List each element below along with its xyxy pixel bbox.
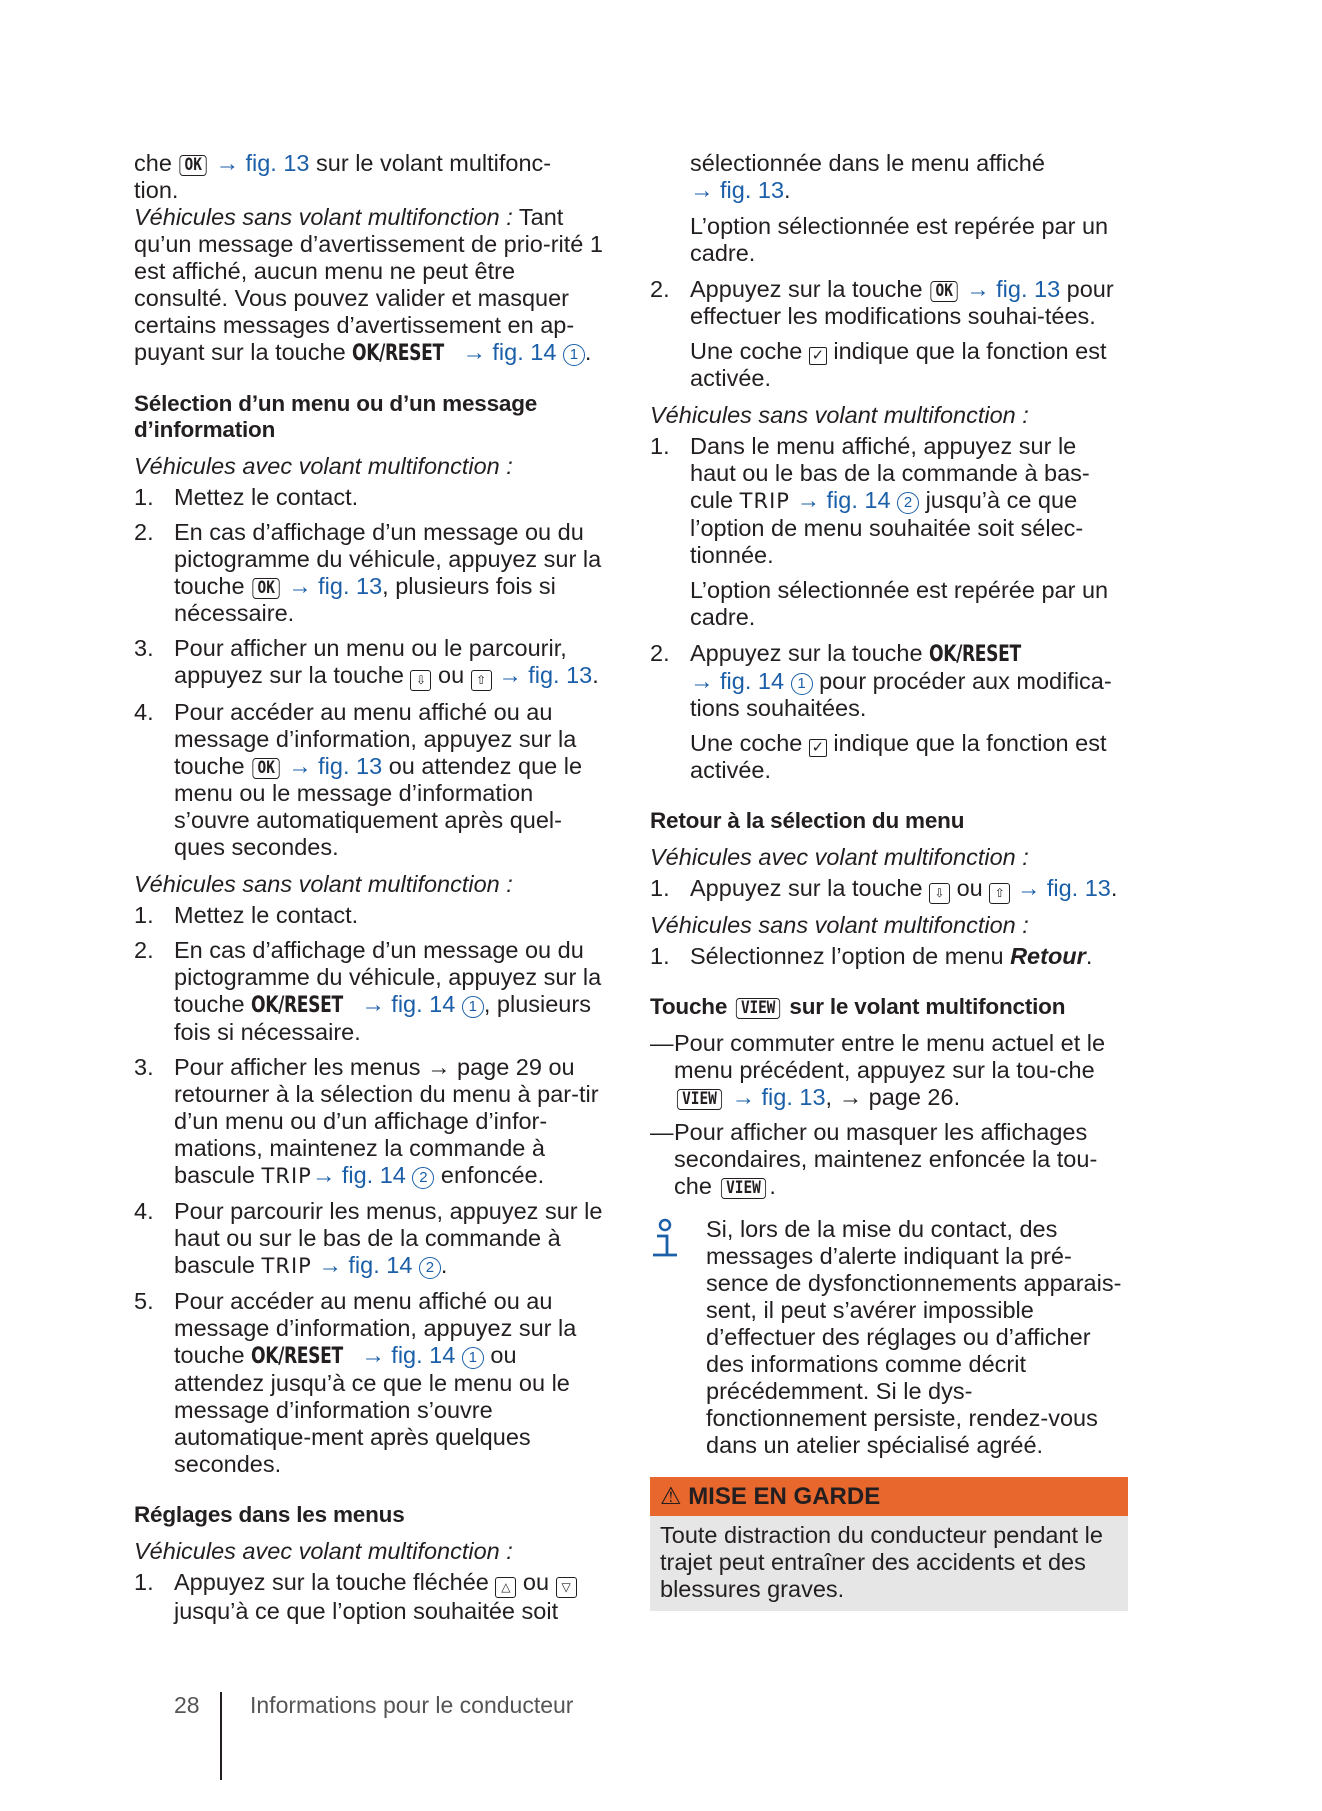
page-number: 28 [174,1692,200,1718]
right-column [650,150,1128,1611]
callout-2-icon: 2 [419,1257,441,1279]
scroll-up-key-icon: ⇧ [471,670,492,691]
list-item-continuation: sélectionnée dans le menu affiché → fig. 13. [690,150,1045,203]
okreset-key-icon: OK/RESET [251,1344,343,1369]
fig-link[interactable]: → fig. 14 [462,339,557,365]
list-item: 2. Appuyez sur la touche OK → fig. 13 pour effectuer les modifications souhai-tées. [650,276,1114,329]
ok-key-icon: OK [253,578,281,599]
vehicle-type-label: Véhicules sans volant multifonction : [134,204,513,230]
fig-link[interactable]: → fig. 13 [288,753,383,779]
list-item: 1. Mettez le contact. [134,484,359,510]
view-key-icon: VIEW [721,1178,766,1199]
arrow-up-key-icon: △ [495,1577,516,1598]
vehicle-type-label: Véhicules sans volant multifonction : [650,402,1029,428]
fig-link[interactable]: → fig. 13 [288,573,383,599]
warning-triangle-icon: ⚠ [660,1483,682,1510]
callout-1-icon: 1 [462,996,484,1018]
trip-key-icon: TRIP [261,1254,312,1278]
fig-link[interactable]: → fig. 13 [731,1084,826,1110]
list-item: 4. Pour accéder au menu affiché ou au message d’information, appuyez sur la touche OK → fig. 13 ou attendez que le menu ou le message d’information s’ouvre automatiquement après quel-ques secondes. [134,699,583,860]
callout-1-icon: 1 [791,673,813,695]
fig-link[interactable]: → fig. 14 [361,991,456,1017]
footer-divider [220,1692,222,1780]
vehicle-type-label: Véhicules avec volant multifonction : [134,1538,513,1564]
fig-link[interactable]: → fig. 14 [690,668,785,694]
heading-retour: Retour à la sélection du menu [650,808,965,833]
trip-key-icon: TRIP [739,489,790,513]
callout-2-icon: 2 [412,1167,434,1189]
fig-link[interactable]: → fig. 13 [1016,875,1111,901]
left-column [134,150,606,1633]
checkmark-note: Une coche ✓ indique que la fonction est activée. [690,730,1107,783]
framed-note: L’option sélectionnée est repérée par un cadre. [690,213,1109,266]
scroll-down-key-icon: ⇩ [929,883,950,904]
list-item: 1. Appuyez sur la touche ⇩ ou ⇧ → fig. 13. [650,875,1128,904]
warning-box [650,1477,1128,1611]
info-note [650,1216,1128,1459]
heading-view: Touche VIEW sur le volant multifonction [650,994,1066,1019]
vehicle-type-label: Véhicules sans volant multifonction : [134,871,513,897]
vehicle-type-label: Véhicules sans volant multifonction : [650,912,1029,938]
info-text: Si, lors de la mise du contact, des messages d’alerte indiquant la pré-sence de dysfonctionnements apparais-sent, il peut s’avérer impossible d’effectuer des réglages ou d’afficher des informations comme décrit précédemment. Si le dys-fonctionnement persiste, rendez-vous dans un atelier spécialisé agréé. [706,1216,1122,1458]
fig-link[interactable]: → fig. 14 [796,487,891,513]
checkmark-note: Une coche ✓ indique que la fonction est activée. [690,338,1107,391]
fig-link[interactable]: → fig. 13 [215,150,310,176]
list-item: 1. Appuyez sur la touche fléchée △ ou ▽ jusqu’à ce que l’option souhaitée soit [134,1569,606,1625]
view-key-icon: VIEW [677,1089,722,1110]
fig-link[interactable]: → fig. 14 [318,1252,413,1278]
list-item: 3. Pour afficher les menus → page 29 ou retourner à la sélection du menu à par-tir d’un menu ou d’un affichage d’infor-mations, maintenez la commande à bascule TRIP→ fig. 14 2 enfoncée. [134,1054,599,1188]
callout-1-icon: 1 [462,1347,484,1369]
list-item: 2. En cas d’affichage d’un message ou du pictogramme du véhicule, appuyez sur la touche OK/RESET → fig. 14 1 , plusieurs fois si nécessaire. [134,937,602,1045]
checkbox-checked-icon: ✓ [809,347,827,365]
callout-2-icon: 2 [897,492,919,514]
callout-1-icon: 1 [563,344,585,366]
dash-item: — Pour commuter entre le menu actuel et le menu précédent, appuyez sur la tou-che VIEW → fig. 13, → page 26. [650,1030,1106,1110]
list-item: 1. Dans le menu affiché, appuyez sur le haut ou le bas de la commande à bas-cule TRIP → fig. 14 2 jusqu’à ce que l’option de menu souhaitée soit sélec-tionnée. [650,433,1090,568]
fig-link[interactable]: → fig. 13 [966,276,1061,302]
ok-key-icon: OK [931,281,959,302]
ok-key-icon: OK [253,758,281,779]
checkbox-checked-icon: ✓ [809,739,827,757]
view-key-icon: VIEW [736,998,780,1019]
okreset-key-icon: OK/RESET [251,993,343,1018]
okreset-key-icon: OK/RESET [352,341,444,366]
intro-paragraph: che OK → fig. 13 sur le volant multifonc- tion. Véhicules sans volant multifonction : Tant qu’un message d’avertissement de prio-rité 1 est affiché, aucun menu ne peut être consulté. Vous pouvez valider et masquer certains messages d’avertissement en ap-puyant sur la touche OK/RESET → fig. 14 1 . [134,150,603,366]
okreset-key-icon: OK/RESET [929,642,1021,667]
vehicle-type-label: Véhicules avec volant multifonction : [134,453,513,479]
list-item: 3. Pour afficher un menu ou le parcourir, appuyez sur la touche ⇩ ou ⇧ → fig. 13. [134,635,606,691]
scroll-up-key-icon: ⇧ [989,883,1010,904]
section-title: Informations pour le conducteur [250,1692,574,1718]
framed-note: L’option sélectionnée est repérée par un cadre. [690,577,1109,630]
dash-item: — Pour afficher ou masquer les affichages secondaires, maintenez enfoncée la tou-che VIEW . [650,1119,1098,1199]
fig-link[interactable]: → fig. 14 [311,1162,406,1188]
warning-header: ⚠ MISE EN GARDE [650,1477,1128,1516]
vehicle-type-label: Véhicules avec volant multifonction : [650,844,1029,870]
arrow-down-key-icon: ▽ [556,1577,577,1598]
ok-key-icon: OK [180,155,208,176]
fig-link[interactable]: → fig. 13 [690,177,785,203]
list-item: 2. En cas d’affichage d’un message ou du pictogramme du véhicule, appuyez sur la touche OK → fig. 13, plusieurs fois si nécessaire. [134,519,602,626]
trip-key-icon: TRIP [261,1164,312,1188]
fig-link[interactable]: → fig. 14 [361,1342,456,1368]
fig-link[interactable]: → fig. 13 [498,662,593,688]
warning-text: Toute distraction du conducteur pendant le trajet peut entraîner des accidents et des blessures graves. [650,1516,1128,1611]
heading-reglages: Réglages dans les menus [134,1502,405,1527]
list-item: 5. Pour accéder au menu affiché ou au message d’information, appuyez sur la touche OK/RESET → fig. 14 1 ou attendez jusqu’à ce que le menu ou le message d’information s’ouvre automatique-ment après quelques secondes. [134,1288,577,1477]
scroll-down-key-icon: ⇩ [410,670,431,691]
heading-selection: Sélection d’un menu ou d’un message d’information [134,391,538,442]
list-item: 1. Sélectionnez l’option de menu Retour. [650,943,1093,969]
list-item: 2. Appuyez sur la touche OK/RESET → fig. 14 1 pour procéder aux modifica-tions souhaitées. [650,640,1112,721]
info-icon [650,1218,680,1260]
list-item: 4. Pour parcourir les menus, appuyez sur le haut ou sur le bas de la commande à bascule TRIP → fig. 14 2 . [134,1198,603,1278]
list-item: 1. Mettez le contact. [134,902,359,928]
